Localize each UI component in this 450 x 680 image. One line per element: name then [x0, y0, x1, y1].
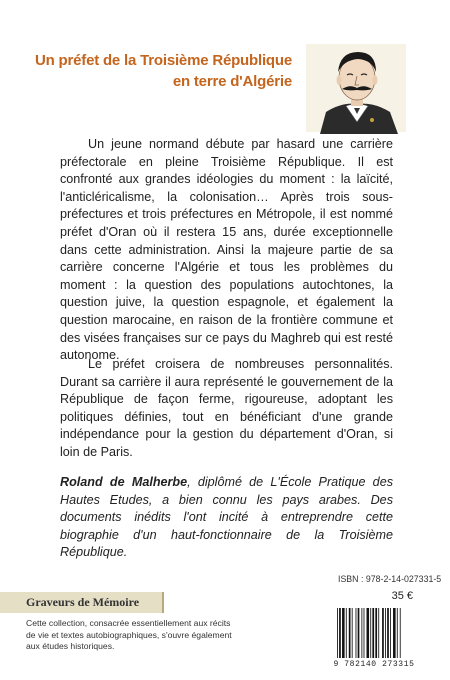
barcode-bar [400, 608, 401, 658]
barcode-bar [397, 608, 398, 658]
barcode-bars [333, 606, 415, 660]
barcode-bar [364, 608, 365, 658]
collection-name-band: Graveurs de Mémoire [0, 592, 164, 613]
barcode-bar [358, 608, 360, 658]
barcode-bar [339, 608, 341, 658]
barcode-bar [382, 608, 384, 658]
barcode-bar [378, 608, 379, 658]
barcode-bar [346, 608, 347, 658]
collection-description: Cette collection, consacrée essentiellement aux récits de vie et textes autobiographiques, s'ouvre également aux études historiques. [26, 618, 232, 651]
barcode-bar [387, 608, 389, 658]
barcode-bar [370, 608, 371, 658]
author-name: Roland de Malherbe [60, 475, 188, 489]
price: 35 € [391, 590, 413, 602]
barcode-bar [385, 608, 386, 658]
barcode-bar [356, 608, 357, 658]
barcode-number: 9 782140 273315 [333, 660, 415, 669]
barcode-bar [390, 608, 391, 658]
barcode-bar [352, 608, 353, 658]
barcode-bar [349, 608, 351, 658]
portrait-illustration [302, 42, 412, 134]
author-bio-text: , diplômé de L'École Pratique des Hautes Etudes, a bien connu les pays arabes. Des documents inédits l'ont incité à entreprendre cette biographie d'un haut-fonctionnaire de la Troisième République. [60, 475, 393, 560]
barcode-bar [372, 608, 374, 658]
barcode-bar [375, 608, 377, 658]
barcode-bar [342, 608, 345, 658]
isbn: ISBN : 978-2-14-027331-5 [338, 574, 442, 584]
barcode-bar [337, 608, 338, 658]
book-title [0, 50, 292, 92]
book-title-line-2: en terre d'Algérie [172, 73, 292, 90]
barcode-bar [393, 608, 396, 658]
book-title-line-1: Un préfet de la Troisième République [34, 52, 292, 69]
author-bio [60, 474, 393, 562]
barcode-bar [361, 608, 362, 658]
description-paragraph-2: Le préfet croisera de nombreuses personnalités. Durant sa carrière il aura représenté le gouvernement de la République de façon ferme, rigoureuse, adoptant les politiques définies, tout en bénéficiant d'une grande indépendance pour la gestion du département d'Oran, si loin de Paris. [60, 357, 393, 459]
barcode-bar [367, 608, 370, 658]
description-paragraph-1: Un jeune normand débute par hasard une carrière préfectorale en pleine Troisième République. Il est confronté aux grandes idéologies du moment : la laïcité, l'anticléricalisme, la colonisation… Après trois sous-préfectures et trois préfectures en Métropole, il est nommé préfet d'Oran où il restera 15 ans, durée exceptionnelle dans cette administration. Ainsi la majeure partie de sa carrière concerne l'Algérie et tous les problèmes du moment : la question des populations autochtones, la question juive, la question espagnole, et également la question marocaine, en raison de la frontière commune et des visées françaises sur ce pays du Maghreb qui est resté autonome. [60, 137, 393, 363]
